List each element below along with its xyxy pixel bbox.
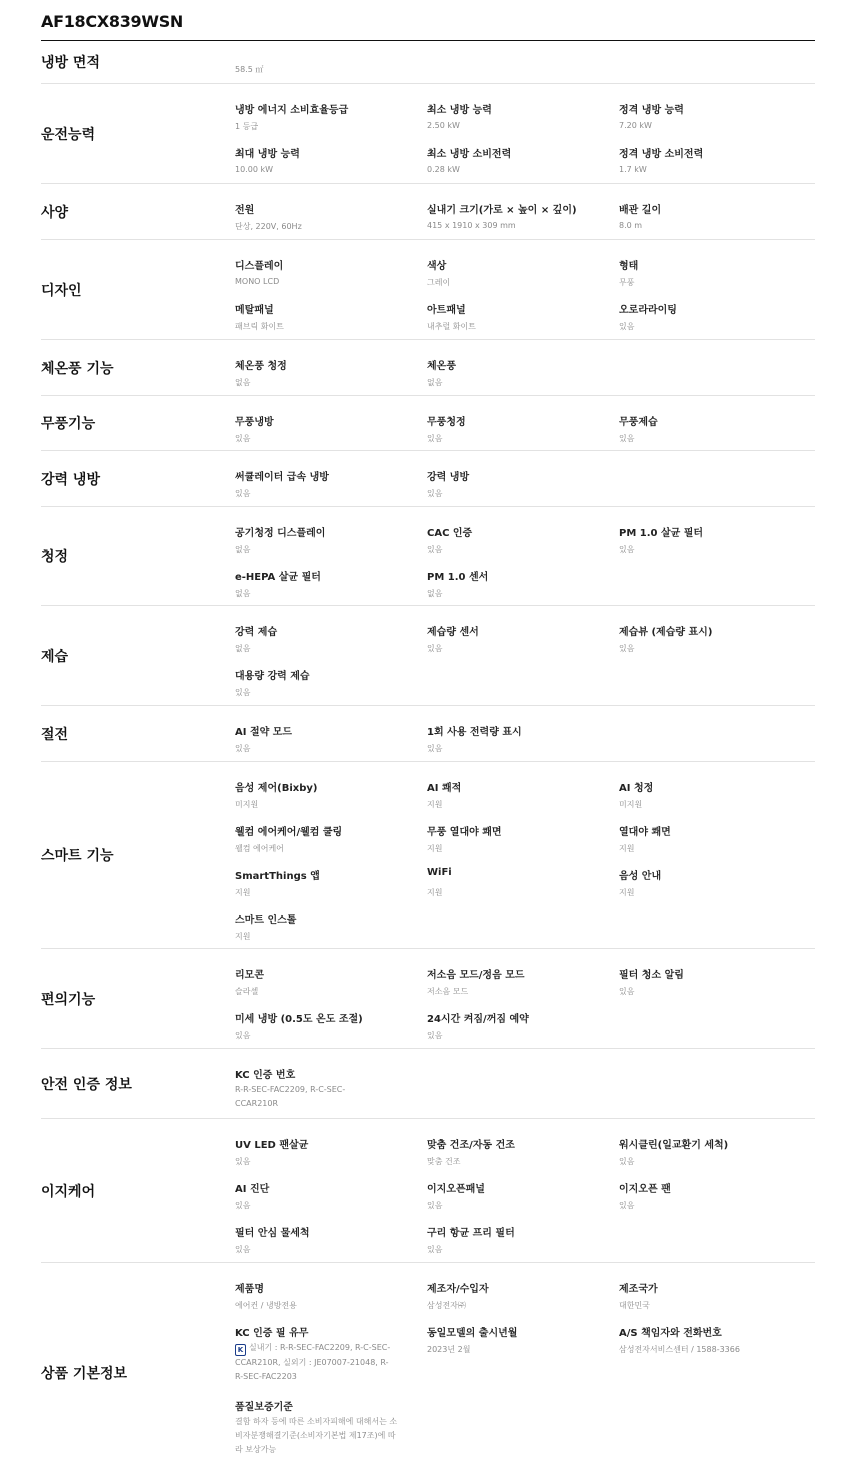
spec-value: 8.0 m xyxy=(619,221,643,230)
spec-section xyxy=(41,1049,815,1119)
spec-label: SmartThings 앱 xyxy=(235,871,320,882)
spec-item xyxy=(427,856,619,900)
spec-section xyxy=(41,706,815,762)
spec-value: 없음 xyxy=(427,589,443,598)
spec-label: 무풍냉방 xyxy=(235,417,274,428)
section-title: 무풍기능 xyxy=(41,416,96,432)
spec-value: 있음 xyxy=(235,688,251,697)
spec-value: 웰컴 에어케어 xyxy=(235,844,284,853)
spec-section xyxy=(41,451,815,507)
spec-item xyxy=(427,90,619,134)
spec-value: 지원 xyxy=(427,888,443,897)
spec-item xyxy=(235,513,427,557)
spec-item xyxy=(619,90,815,134)
spec-item xyxy=(427,1213,619,1257)
spec-value: 무풍 xyxy=(619,278,635,287)
spec-value: 없음 xyxy=(235,589,251,598)
spec-label: 냉방 에너지 소비효율등급 xyxy=(235,105,349,116)
spec-section xyxy=(41,240,815,340)
spec-label: 열대야 쾌면 xyxy=(619,827,671,838)
spec-value: 있음 xyxy=(619,987,635,996)
spec-label: 최소 냉방 능력 xyxy=(427,105,492,116)
section-title: 이지케어 xyxy=(41,1183,96,1200)
spec-value: 1.7 kW xyxy=(619,165,647,174)
spec-label: 최소 냉방 소비전력 xyxy=(427,149,512,160)
spec-value: 없음 xyxy=(235,644,251,653)
spec-item xyxy=(427,402,619,446)
spec-value: 있음 xyxy=(235,1031,251,1040)
spec-value: 단상, 220V, 60Hz xyxy=(235,222,302,231)
spec-label: 색상 xyxy=(427,261,447,272)
spec-section xyxy=(41,340,815,396)
spec-value: R-R-SEC-FAC2209, R-C-SEC-CCAR210R xyxy=(235,1085,346,1108)
spec-item xyxy=(427,190,619,234)
spec-item xyxy=(619,513,815,557)
spec-value: 맞춤 건조 xyxy=(427,1157,461,1166)
spec-label: 이지오픈패널 xyxy=(427,1184,485,1195)
section-title: 운전능력 xyxy=(41,126,96,143)
spec-item xyxy=(235,557,427,601)
spec-label: 형태 xyxy=(619,261,639,272)
kc-certification-text: 실내기 : R-R-SEC-FAC2209, R-C-SEC-CCAR210R, 실외기 : JE07007-21048, R-R-SEC-FAC2203 xyxy=(235,1343,391,1381)
spec-grid xyxy=(235,246,815,334)
spec-label: 음성 제어(Bixby) xyxy=(235,783,318,794)
spec-grid xyxy=(235,346,815,390)
spec-label: 1회 사용 전력량 표시 xyxy=(427,727,522,738)
spec-item xyxy=(235,1213,427,1257)
spec-grid xyxy=(235,1125,815,1257)
spec-value: 미지원 xyxy=(235,800,259,809)
spec-value: 있음 xyxy=(427,1031,443,1040)
spec-item xyxy=(235,812,427,856)
spec-label: e-HEPA 살균 필터 xyxy=(235,572,321,583)
spec-value: 있음 xyxy=(427,644,443,653)
spec-label: 이지오픈 팬 xyxy=(619,1184,671,1195)
spec-label: 무풍제습 xyxy=(619,417,658,428)
spec-grid xyxy=(235,1269,815,1454)
section-title: 제습 xyxy=(41,648,69,665)
spec-value: 저소음 모드 xyxy=(427,987,469,996)
spec-item xyxy=(619,856,815,900)
spec-item xyxy=(235,999,427,1043)
spec-value: 있음 xyxy=(235,1157,251,1166)
spec-value: 있음 xyxy=(619,644,635,653)
spec-label: 메탈패널 xyxy=(235,305,274,316)
spec-item xyxy=(619,612,815,656)
spec-label: 정격 냉방 능력 xyxy=(619,105,684,116)
spec-value: 있음 xyxy=(619,1157,635,1166)
spec-item xyxy=(235,134,427,178)
spec-item xyxy=(235,190,427,234)
spec-label: 제조국가 xyxy=(619,1284,658,1295)
spec-label: 워시클린(일교환기 세척) xyxy=(619,1140,729,1151)
spec-item xyxy=(619,134,815,178)
spec-item xyxy=(235,290,427,334)
spec-label: 체온풍 xyxy=(427,361,456,372)
spec-item xyxy=(427,1269,619,1313)
spec-section xyxy=(41,1263,815,1483)
spec-value: 있음 xyxy=(427,1245,443,1254)
spec-value: 있음 xyxy=(235,1245,251,1254)
spec-label: UV LED 팬살균 xyxy=(235,1140,309,1151)
kc-certification-icon: K xyxy=(235,1344,246,1356)
spec-label: 리모콘 xyxy=(235,970,264,981)
spec-item xyxy=(427,246,619,290)
spec-label: 오로라라이팅 xyxy=(619,305,677,316)
spec-item xyxy=(427,1313,619,1387)
spec-grid xyxy=(235,768,815,944)
spec-item xyxy=(619,190,815,234)
spec-label: 디스플레이 xyxy=(235,261,284,272)
spec-section xyxy=(41,949,815,1049)
spec-label: AI 진단 xyxy=(235,1184,270,1195)
spec-item xyxy=(427,955,619,999)
spec-item xyxy=(235,90,427,134)
spec-item xyxy=(235,457,427,501)
spec-item xyxy=(619,1169,815,1213)
spec-value: 7.20 kW xyxy=(619,121,652,130)
spec-item xyxy=(619,246,815,290)
spec-value: 있음 xyxy=(427,744,443,753)
spec-label: A/S 책임자와 전화번호 xyxy=(619,1328,722,1339)
spec-item xyxy=(427,712,619,756)
spec-value: 미지원 xyxy=(619,800,643,809)
spec-grid xyxy=(235,457,815,501)
spec-item xyxy=(427,557,619,601)
spec-value: 지원 xyxy=(427,844,443,853)
spec-value: 있음 xyxy=(427,434,443,443)
section-title: 사양 xyxy=(41,204,69,221)
spec-section xyxy=(41,396,815,451)
spec-label: AI 쾌적 xyxy=(427,783,462,794)
spec-value: 있음 xyxy=(619,322,635,331)
spec-value: 그레이 xyxy=(427,278,451,287)
spec-section xyxy=(41,606,815,706)
spec-value: 있음 xyxy=(427,545,443,554)
spec-section xyxy=(41,1119,815,1263)
spec-value: 삼성전자㈜ xyxy=(427,1301,466,1310)
spec-label: KC 인증 번호 xyxy=(235,1070,296,1081)
spec-value: 결함 하자 등에 따른 소비자피해에 대해서는 소비자분쟁해결기준(소비자기본법 제17조)에 따라 보상가능 xyxy=(235,1417,398,1454)
spec-sections xyxy=(41,41,815,1483)
spec-item xyxy=(235,1055,427,1125)
section-title: 상품 기본정보 xyxy=(41,1366,128,1382)
spec-label: 정격 냉방 소비전력 xyxy=(619,149,704,160)
spec-value: 0.28 kW xyxy=(427,165,460,174)
spec-value: 2.50 kW xyxy=(427,121,460,130)
spec-label: 무풍 열대야 쾌면 xyxy=(427,827,502,838)
spec-grid xyxy=(235,955,815,1043)
section-title: 디자인 xyxy=(41,282,82,299)
section-title: 안전 인증 정보 xyxy=(41,1076,132,1093)
spec-label: 필터 안심 물세척 xyxy=(235,1228,310,1239)
spec-label: 품질보증기준 xyxy=(235,1402,293,1413)
spec-item xyxy=(235,900,427,944)
spec-value xyxy=(235,1341,391,1384)
spec-label: 아트패널 xyxy=(427,305,466,316)
spec-value: 있음 xyxy=(235,744,251,753)
spec-label: 제습뷰 (제습량 표시) xyxy=(619,627,713,638)
spec-value: 있음 xyxy=(235,1201,251,1210)
spec-item xyxy=(427,134,619,178)
spec-grid xyxy=(235,612,815,700)
spec-item xyxy=(427,290,619,334)
spec-value: 있음 xyxy=(427,1201,443,1210)
spec-item xyxy=(235,1313,427,1387)
spec-label: 공기청정 디스플레이 xyxy=(235,528,326,539)
spec-grid xyxy=(235,513,815,601)
spec-item xyxy=(619,402,815,446)
section-title: 냉방 면적 xyxy=(41,55,100,71)
spec-label: 강력 제습 xyxy=(235,627,278,638)
section-title: 청정 xyxy=(41,549,69,565)
spec-grid xyxy=(235,90,815,178)
spec-value: 패브릭 화이트 xyxy=(235,322,284,331)
section-title: 강력 냉방 xyxy=(41,471,100,488)
spec-label: 제품명 xyxy=(235,1284,264,1295)
spec-label: 미세 냉방 (0.5도 온도 조절) xyxy=(235,1014,363,1025)
spec-item xyxy=(619,290,815,334)
spec-value: 1 등급 xyxy=(235,122,259,131)
spec-value: 있음 xyxy=(619,545,635,554)
spec-label: 강력 냉방 xyxy=(427,472,470,483)
spec-item xyxy=(427,457,619,501)
spec-item xyxy=(619,955,815,999)
spec-label: 웰컴 에어케어/웰컴 쿨링 xyxy=(235,827,343,838)
spec-item xyxy=(427,768,619,812)
spec-label: AI 절약 모드 xyxy=(235,727,293,738)
spec-section xyxy=(41,762,815,949)
spec-item xyxy=(619,1269,815,1313)
spec-value: 10.00 kW xyxy=(235,165,273,174)
spec-item xyxy=(619,768,815,812)
spec-label: 체온풍 청정 xyxy=(235,361,287,372)
spec-section xyxy=(41,507,815,606)
spec-value: 없음 xyxy=(235,545,251,554)
spec-item xyxy=(235,955,427,999)
spec-label: AI 청정 xyxy=(619,783,654,794)
spec-item xyxy=(235,346,427,390)
spec-grid xyxy=(235,712,815,756)
spec-label: 써큘레이터 급속 냉방 xyxy=(235,472,329,483)
spec-label: 제조자/수입자 xyxy=(427,1284,489,1295)
spec-value: 없음 xyxy=(427,378,443,387)
spec-item xyxy=(235,1125,427,1169)
spec-label: 전원 xyxy=(235,205,255,216)
spec-item xyxy=(619,1125,815,1169)
spec-label: 음성 안내 xyxy=(619,871,662,882)
spec-value: 슬라셀 xyxy=(235,987,259,996)
spec-item xyxy=(235,856,427,900)
spec-value: MONO LCD xyxy=(235,277,280,286)
spec-item xyxy=(619,812,815,856)
spec-item xyxy=(427,612,619,656)
spec-value: 대한민국 xyxy=(619,1301,650,1310)
spec-grid xyxy=(235,190,815,234)
model-name: AF18CX839WSN xyxy=(41,12,184,31)
spec-item xyxy=(235,612,427,656)
spec-value: 있음 xyxy=(619,434,635,443)
spec-label: 실내기 크기(가로 × 높이 × 깊이) xyxy=(427,205,577,216)
spec-value: 없음 xyxy=(235,378,251,387)
spec-label: 스마트 인스톨 xyxy=(235,915,297,926)
spec-item xyxy=(235,768,427,812)
spec-value: 삼성전자서비스센터 / 1588-3366 xyxy=(619,1345,740,1354)
spec-value: 지원 xyxy=(619,844,635,853)
spec-label: 무풍청정 xyxy=(427,417,466,428)
spec-value: 지원 xyxy=(619,888,635,897)
spec-grid xyxy=(235,402,815,446)
spec-label: 대용량 강력 제습 xyxy=(235,671,310,682)
spec-item xyxy=(427,346,619,390)
spec-item xyxy=(235,656,427,700)
spec-label: KC 인증 필 유무 xyxy=(235,1328,309,1339)
spec-label: PM 1.0 센서 xyxy=(427,572,489,583)
spec-value: 내추럴 화이트 xyxy=(427,322,476,331)
spec-item xyxy=(427,999,619,1043)
spec-item xyxy=(235,712,427,756)
spec-label: PM 1.0 살균 필터 xyxy=(619,528,704,539)
spec-item xyxy=(427,812,619,856)
spec-label: 동일모델의 출시년월 xyxy=(427,1328,518,1339)
spec-label: 24시간 켜짐/꺼짐 예약 xyxy=(427,1014,529,1025)
spec-section xyxy=(41,84,815,184)
spec-item xyxy=(427,1169,619,1213)
spec-value: 있음 xyxy=(235,489,251,498)
spec-value: 지원 xyxy=(235,888,251,897)
spec-label: 배관 길이 xyxy=(619,205,662,216)
spec-item xyxy=(235,402,427,446)
spec-value: 에어컨 / 냉방전용 xyxy=(235,1301,297,1310)
section-title: 스마트 기능 xyxy=(41,848,114,864)
spec-item xyxy=(427,513,619,557)
spec-item xyxy=(427,1125,619,1169)
spec-label: 필터 청소 알림 xyxy=(619,970,684,981)
spec-section xyxy=(41,41,815,84)
spec-label: CAC 인증 xyxy=(427,528,473,539)
spec-grid xyxy=(235,1055,815,1125)
spec-label: 저소음 모드/정음 모드 xyxy=(427,970,525,981)
spec-item xyxy=(235,1269,427,1313)
spec-value: 있음 xyxy=(235,434,251,443)
spec-value: 지원 xyxy=(427,800,443,809)
spec-label: 구리 항균 프리 필터 xyxy=(427,1228,515,1239)
spec-label: 맞춤 건조/자동 건조 xyxy=(427,1140,515,1151)
spec-value: 있음 xyxy=(427,489,443,498)
spec-label: 최대 냉방 능력 xyxy=(235,149,300,160)
section-title: 편의기능 xyxy=(41,991,96,1008)
spec-section xyxy=(41,184,815,240)
spec-item xyxy=(235,1169,427,1213)
spec-item xyxy=(619,1313,815,1387)
spec-value: 415 x 1910 x 309 mm xyxy=(427,221,516,230)
spec-label: 제습량 센서 xyxy=(427,627,479,638)
spec-item xyxy=(235,246,427,290)
spec-label: WiFi xyxy=(427,867,452,878)
spec-value: 지원 xyxy=(235,932,251,941)
spec-value: 있음 xyxy=(619,1201,635,1210)
spec-value: 2023년 2월 xyxy=(427,1345,471,1354)
section-title: 체온풍 기능 xyxy=(41,360,114,377)
spec-item xyxy=(235,1387,427,1454)
section-title: 절전 xyxy=(41,726,69,743)
spec-value: 58.5 ㎡ xyxy=(235,65,264,74)
